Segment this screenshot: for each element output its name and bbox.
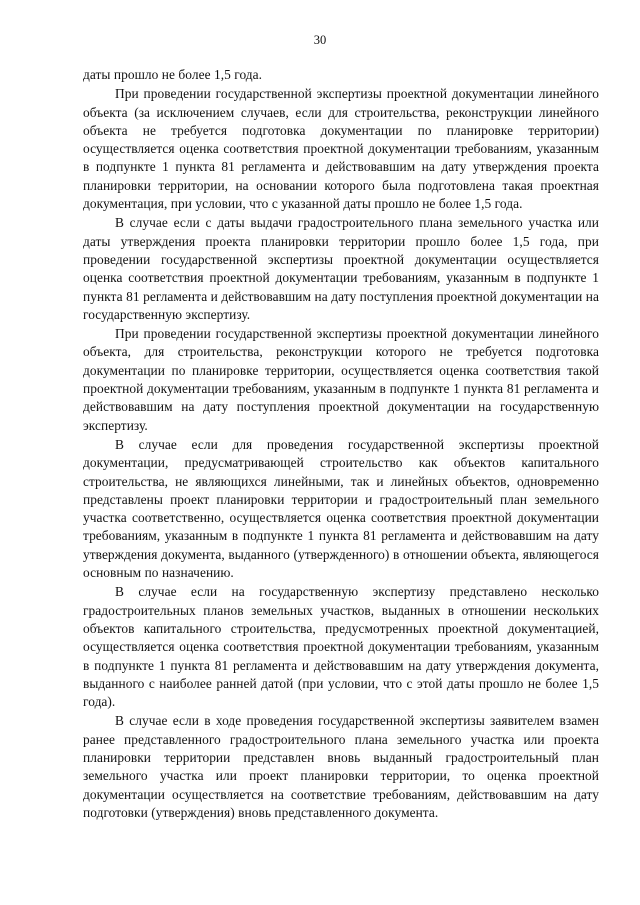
paragraph-mixed-objects: В случае если для проведения государственной экспертизы проектной документации, предусматривающей строительство как объектов капитального строительства, не являющихся линейными, так и линейных объектов, одновременно представлены проект планировки территории и градостроительный план земельного участка соответственно, осуществляется оценка соответствия проектной документации требованиям, указанным в подпункте 1 пункта 81 регламента и действовавшим на дату утверждения документа, выданного (утвержденного) в отношении объекта, являющегося основным по назначению. [83,436,599,581]
paragraph-linear-object-expertise: При проведении государственной экспертизы проектной документации линейного объекта (за исключением случаев, если для строительства, реконструкции линейного объекта не требуется подготовка документации по планировке территории) осуществляется оценка соответствия проектной документации требованиям, указанным в подпункте 1 пункта 81 регламента и действовавшим на дату утверждения проекта планировки территории, на основании которого была подготовлена такая проектная документация, при условии, что с указанной даты прошло не более 1,5 года. [83,86,599,212]
paragraph-over-1-5-years: В случае если с даты выдачи градостроительного плана земельного участка или даты утверждения проекта планировки территории прошло более 1,5 года, при проведении государственной экспертизы проектной документации осуществляется оценка соответствия проектной документации требованиям, указанным в подпункте 1 пункта 81 регламента и действовавшим на дату поступления проектной документации на государственную экспертизу. [83,215,599,322]
paragraph-replacement-document: В случае если в ходе проведения государственной экспертизы заявителем взамен ранее представленного градостроительного плана земельного участка или проекта планировки территории представлен вновь выданный градостроительный план земельного участка или проект планировки территории, то оценка проектной документации осуществляется на соответствие требованиям, действовавшим на дату подготовки (утверждения) вновь представленного документа. [83,713,599,820]
paragraph-continuation: даты прошло не более 1,5 года. [83,67,263,82]
paragraph-multiple-plans: В случае если на государственную экспертизу представлено несколько градостроительных планов земельных участков, выданных в отношении нескольких объектов капитального строительства, предусмотренных проектной документацией, осуществляется оценка соответствия проектной документации требованиям, указанным в подпункте 1 пункта 81 регламента и действовавшим на дату утверждения документа, выданного с наиболее ранней датой (при условии, что с этой даты прошло не более 1,5 года). [83,584,599,710]
page-number: 30 [313,33,327,47]
paragraph-no-planning-documentation: При проведении государственной экспертизы проектной документации линейного объекта, для строительства, реконструкции которого не требуется подготовка документации по планировке территории, осуществляется оценка соответствия такой проектной документации требованиям, указанным в подпункте 1 пункта 81 регламента и действовавшим на дату поступления проектной документации на государственную экспертизу. [83,326,599,433]
document-body [83,66,599,822]
